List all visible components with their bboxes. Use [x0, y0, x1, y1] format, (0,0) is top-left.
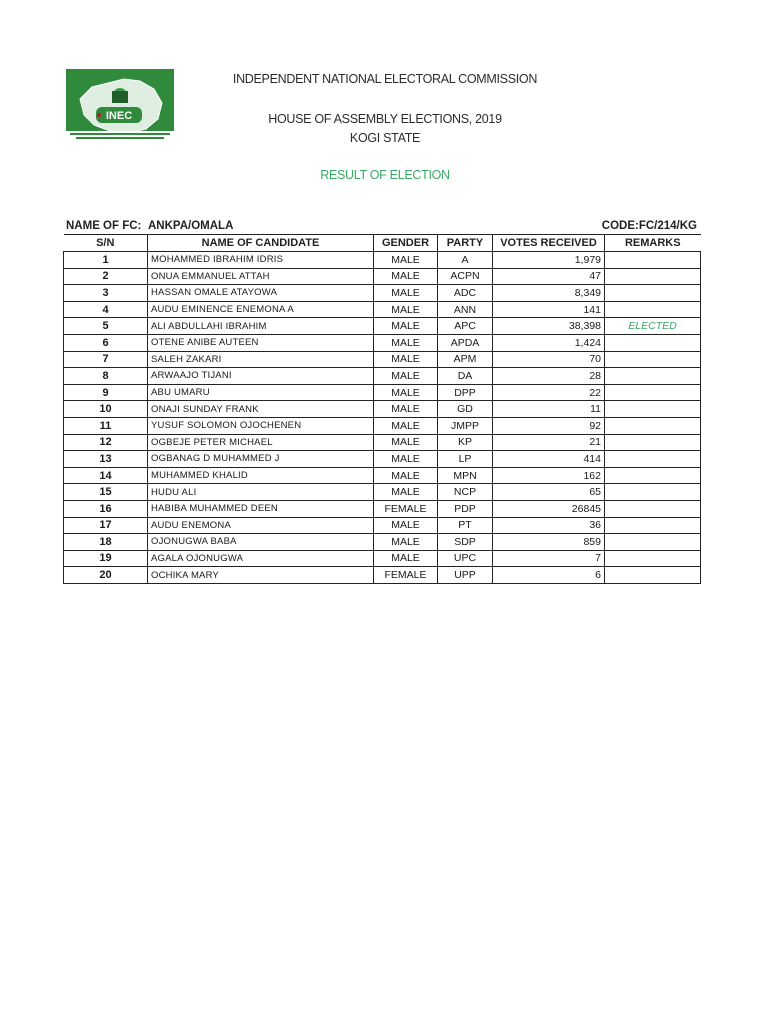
candidate-name: MUHAMMED KHALID: [148, 467, 374, 484]
candidate-gender: MALE: [374, 318, 438, 335]
row-sn: 5: [64, 318, 148, 335]
remarks-cell: [605, 252, 701, 269]
candidate-gender: FEMALE: [374, 500, 438, 517]
candidate-party: APM: [438, 351, 493, 368]
row-sn: 20: [64, 567, 148, 584]
row-sn: 1: [64, 252, 148, 269]
candidate-name: HASSAN OMALE ATAYOWA: [148, 285, 374, 302]
remarks-cell: [605, 334, 701, 351]
row-sn: 8: [64, 368, 148, 385]
header-gender: GENDER: [374, 235, 438, 252]
candidate-name: OGBANAG D MUHAMMED J: [148, 451, 374, 468]
row-sn: 13: [64, 451, 148, 468]
election-title: HOUSE OF ASSEMBLY ELECTIONS, 2019: [268, 112, 502, 126]
candidate-party: ANN: [438, 301, 493, 318]
candidate-name: OJONUGWA BABA: [148, 534, 374, 551]
table-row: [64, 467, 701, 484]
header-party: PARTY: [438, 235, 493, 252]
candidate-name: OCHIKA MARY: [148, 567, 374, 584]
remarks-cell: [605, 434, 701, 451]
candidate-party: PDP: [438, 500, 493, 517]
table-row: [64, 301, 701, 318]
votes-received: 38,398: [493, 318, 605, 335]
candidate-gender: MALE: [374, 417, 438, 434]
candidate-party: APC: [438, 318, 493, 335]
remarks-cell: [605, 484, 701, 501]
candidate-name: HABIBA MUHAMMED DEEN: [148, 500, 374, 517]
votes-received: 11: [493, 401, 605, 418]
results-table: [63, 234, 701, 584]
candidate-party: MPN: [438, 467, 493, 484]
candidate-party: NCP: [438, 484, 493, 501]
row-sn: 4: [64, 301, 148, 318]
candidate-gender: MALE: [374, 301, 438, 318]
candidate-gender: MALE: [374, 384, 438, 401]
candidate-gender: MALE: [374, 334, 438, 351]
remarks-cell: [605, 268, 701, 285]
remarks-cell: [605, 517, 701, 534]
candidate-party: LP: [438, 451, 493, 468]
header-candidate-name: NAME OF CANDIDATE: [148, 235, 374, 252]
candidate-gender: MALE: [374, 534, 438, 551]
remarks-cell: [605, 351, 701, 368]
row-sn: 11: [64, 417, 148, 434]
remarks-cell: [605, 500, 701, 517]
row-sn: 7: [64, 351, 148, 368]
votes-received: 65: [493, 484, 605, 501]
candidate-name: AUDU EMINENCE ENEMONA A: [148, 301, 374, 318]
table-row: [64, 351, 701, 368]
candidate-gender: MALE: [374, 550, 438, 567]
table-row: [64, 550, 701, 567]
candidate-party: SDP: [438, 534, 493, 551]
candidate-name: ONAJI SUNDAY FRANK: [148, 401, 374, 418]
votes-received: 22: [493, 384, 605, 401]
votes-received: 26845: [493, 500, 605, 517]
row-sn: 16: [64, 500, 148, 517]
candidate-name: ABU UMARU: [148, 384, 374, 401]
candidate-name: MOHAMMED IBRAHIM IDRIS: [148, 252, 374, 269]
votes-received: 414: [493, 451, 605, 468]
remarks-cell: ELECTED: [605, 318, 701, 335]
candidate-party: DPP: [438, 384, 493, 401]
table-row: [64, 384, 701, 401]
remarks-cell: [605, 285, 701, 302]
candidate-party: ACPN: [438, 268, 493, 285]
votes-received: 36: [493, 517, 605, 534]
row-sn: 6: [64, 334, 148, 351]
row-sn: 3: [64, 285, 148, 302]
remarks-cell: [605, 451, 701, 468]
candidate-name: ARWAAJO TIJANI: [148, 368, 374, 385]
candidate-gender: MALE: [374, 368, 438, 385]
logo-text: INEC: [105, 110, 133, 122]
candidate-party: KP: [438, 434, 493, 451]
result-title: RESULT OF ELECTION: [320, 168, 450, 182]
candidate-gender: MALE: [374, 268, 438, 285]
candidate-name: AGALA OJONUGWA: [148, 550, 374, 567]
table-row: [64, 252, 701, 269]
table-row: [64, 500, 701, 517]
row-sn: 15: [64, 484, 148, 501]
constituency-code: CODE:FC/214/KG: [601, 220, 697, 232]
votes-received: 141: [493, 301, 605, 318]
table-row: [64, 334, 701, 351]
candidate-name: ONUA EMMANUEL ATTAH: [148, 268, 374, 285]
remarks-cell: [605, 301, 701, 318]
header-sn: S/N: [64, 235, 148, 252]
candidate-party: UPC: [438, 550, 493, 567]
votes-received: 28: [493, 368, 605, 385]
candidate-gender: MALE: [374, 351, 438, 368]
votes-received: 6: [493, 567, 605, 584]
candidate-name: AUDU ENEMONA: [148, 517, 374, 534]
table-header-row: [64, 235, 701, 252]
votes-received: 47: [493, 268, 605, 285]
constituency-name: ANKPA/OMALA: [148, 220, 234, 232]
candidate-party: PT: [438, 517, 493, 534]
row-sn: 9: [64, 384, 148, 401]
row-sn: 2: [64, 268, 148, 285]
candidate-party: UPP: [438, 567, 493, 584]
table-row: [64, 484, 701, 501]
votes-received: 70: [493, 351, 605, 368]
remarks-cell: [605, 534, 701, 551]
candidate-gender: MALE: [374, 517, 438, 534]
table-row: [64, 567, 701, 584]
table-row: [64, 451, 701, 468]
remarks-cell: [605, 384, 701, 401]
candidate-party: GD: [438, 401, 493, 418]
row-sn: 10: [64, 401, 148, 418]
table-row: [64, 534, 701, 551]
remarks-cell: [605, 417, 701, 434]
votes-received: 21: [493, 434, 605, 451]
state-title: KOGI STATE: [349, 131, 421, 145]
constituency-label: NAME OF FC:: [66, 220, 142, 232]
table-row: [64, 434, 701, 451]
votes-received: 7: [493, 550, 605, 567]
candidate-gender: MALE: [374, 401, 438, 418]
candidate-name: HUDU ALI: [148, 484, 374, 501]
table-row: [64, 517, 701, 534]
candidate-gender: MALE: [374, 451, 438, 468]
candidate-name: SALEH ZAKARI: [148, 351, 374, 368]
candidate-party: DA: [438, 368, 493, 385]
row-sn: 18: [64, 534, 148, 551]
table-row: [64, 417, 701, 434]
candidate-name: OTENE ANIBE AUTEEN: [148, 334, 374, 351]
votes-received: 1,979: [493, 252, 605, 269]
table-row: [64, 318, 701, 335]
table-row: [64, 368, 701, 385]
candidate-party: A: [438, 252, 493, 269]
candidate-name: OGBEJE PETER MICHAEL: [148, 434, 374, 451]
candidate-gender: MALE: [374, 467, 438, 484]
candidate-gender: MALE: [374, 285, 438, 302]
candidate-name: YUSUF SOLOMON OJOCHENEN: [148, 417, 374, 434]
votes-received: 162: [493, 467, 605, 484]
candidate-gender: MALE: [374, 434, 438, 451]
row-sn: 14: [64, 467, 148, 484]
votes-received: 8,349: [493, 285, 605, 302]
candidate-gender: MALE: [374, 484, 438, 501]
candidate-name: ALI ABDULLAHI IBRAHIM: [148, 318, 374, 335]
row-sn: 17: [64, 517, 148, 534]
votes-received: 859: [493, 534, 605, 551]
candidate-gender: FEMALE: [374, 567, 438, 584]
remarks-cell: [605, 550, 701, 567]
candidate-party: JMPP: [438, 417, 493, 434]
table-row: [64, 285, 701, 302]
commission-title: INDEPENDENT NATIONAL ELECTORAL COMMISSION: [232, 72, 538, 86]
candidate-party: ADC: [438, 285, 493, 302]
header-votes: VOTES RECEIVED: [493, 235, 605, 252]
table-row: [64, 401, 701, 418]
remarks-cell: [605, 401, 701, 418]
votes-received: 1,424: [493, 334, 605, 351]
candidate-party: APDA: [438, 334, 493, 351]
remarks-cell: [605, 368, 701, 385]
votes-received: 92: [493, 417, 605, 434]
header-remarks: REMARKS: [605, 235, 701, 252]
candidate-gender: MALE: [374, 252, 438, 269]
remarks-cell: [605, 567, 701, 584]
row-sn: 12: [64, 434, 148, 451]
row-sn: 19: [64, 550, 148, 567]
table-row: [64, 268, 701, 285]
remarks-cell: [605, 467, 701, 484]
